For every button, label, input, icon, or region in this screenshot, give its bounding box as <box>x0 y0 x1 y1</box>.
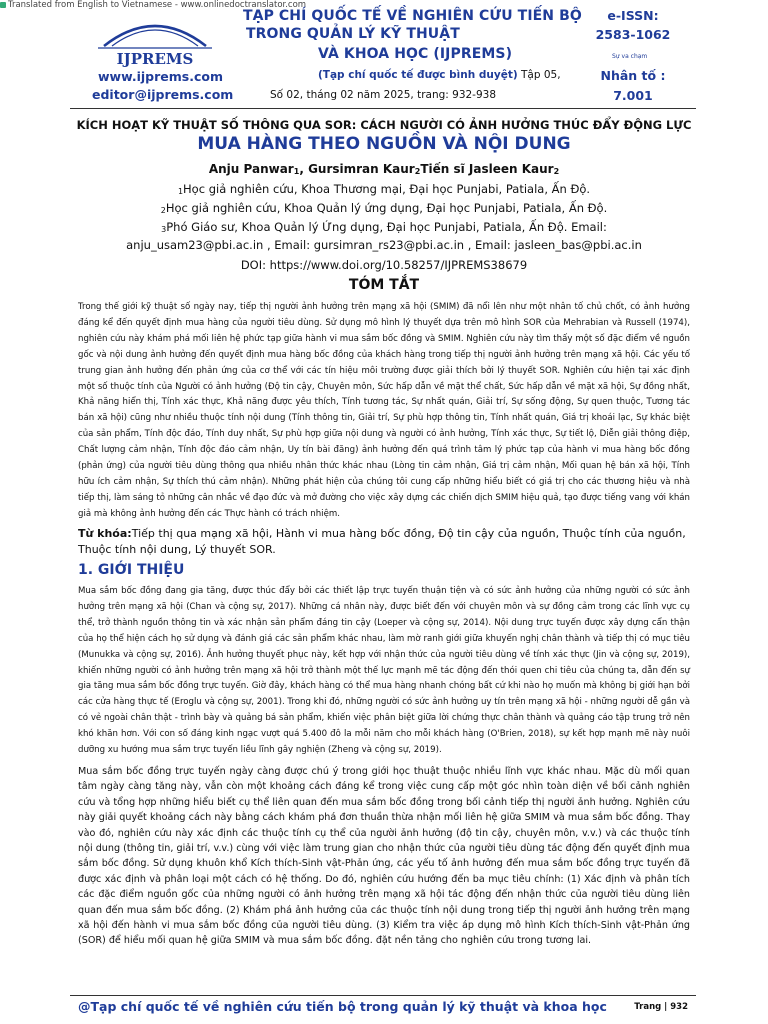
affiliation-2 <box>0 201 768 215</box>
author-list <box>0 162 768 176</box>
impact-small-note: Sự va chạm <box>612 53 648 60</box>
header-divider <box>70 108 696 109</box>
affiliation-2-text: Học giả nghiên cứu, Khoa Quản lý ứng dụng, Đại học Punjabi, Patiala, Ấn Độ. <box>165 201 608 215</box>
article-title-line2: MUA HÀNG THEO NGUỒN VÀ NỘI DUNG <box>197 134 571 154</box>
author-1: Anju Panwar <box>208 162 294 176</box>
affiliation-1-num: 1 <box>177 187 184 196</box>
volume: Tập 05, <box>520 69 561 81</box>
affiliation-1-text: Học giả nghiên cứu, Khoa Thương mại, Đại học Punjabi, Patiala, Ấn Độ. <box>183 182 591 196</box>
translate-icon <box>0 2 6 8</box>
journal-title-line3: VÀ KHOA HỌC (IJPREMS) <box>318 46 513 62</box>
intro-paragraph-1: Mua sắm bốc đồng đang gia tăng, được thúc đẩy bởi các thiết lập trực tuyến thuận tiện và có sức ảnh hưởng của những người có sức ảnh hưởng trên mạng xã hội (Chan và cộng sự, 2017). Những cá nhân này, được biết đến với chuyên môn và sự đồng cảm trong các lĩnh vực cụ thể, trở thành nguồn thông tin và xác nhận sản phẩm đáng tin cậy (Loeper và cộng sự, 2014). Nội dung trực tuyến được xây dựng cẩn thận của họ thể hiện cách họ sử dụng và đánh giá các sản phẩm khác nhau, làm mờ ranh giới giữa khuyến nghị chân thành và tiếp thị có mục tiêu (Munukka và cộng sự, 2016). Ảnh hưởng thuyết phục này, kết hợp với nhận thức của người tiêu dùng về tính xác thực (Jin và cộng sự, 2019), khiến những người có ảnh hưởng trên mạng xã hội trở thành một thế lực mạnh mẽ tác động đến thói quen chi tiêu của chúng ta, dẫn đến sự gia tăng mua sắm bốc đồng trực tuyến. Giờ đây, khách hàng có thể mua hàng nhanh chóng bất cứ khi nào họ muốn mà không bị giới hạn bởi các cửa hàng thực tế (Eroglu và cộng sự, 2001). Trong khi đó, những người có sức ảnh hưởng uy tín trên mạng xã hội - những người dễ gần và có vẻ ngoài chân thật - trình bày và quảng bá sản phẩm, khiến việc phân biệt giữa lời chứng thực chân thành và quảng cáo tập trung trở nên khó khăn hơn. Với con số đáng kinh ngạc vượt quá 5.400 đô la mỗi năm cho mỗi khách hàng (O'Brien, 2018), sự kết hợp mạnh mẽ này nuôi dưỡng xu hướng mua sắm trực tuyến liều lĩnh gây nghiện (Zheng và cộng sự, 2019). <box>78 586 690 756</box>
translation-note-text: Translated from English to Vietnamese - www.onlinedoctranslator.com <box>8 0 307 10</box>
footer-journal: @Tạp chí quốc tế về nghiên cứu tiến bộ trong quản lý kỹ thuật và khoa học <box>78 999 607 1014</box>
author-3: Tiến sĩ Jasleen Kaur <box>420 162 554 176</box>
author-2-affil: 2 <box>414 167 421 176</box>
footer-divider <box>70 995 696 996</box>
author-3-affil: 2 <box>553 167 560 176</box>
journal-title-line2: TRONG QUẢN LÝ KỸ THUẬT <box>246 26 460 42</box>
keywords-text: Tiếp thị qua mạng xã hội, Hành vi mua hàng bốc đồng, Độ tin cậy của nguồn, Thuộc tính của nguồn, Thuộc tính nội dung, Lý thuyết SOR. <box>78 527 686 556</box>
logo-text: IJPREMS <box>116 50 194 68</box>
author-separator: , <box>299 162 309 176</box>
eissn-value: 2583-1062 <box>595 27 671 42</box>
website-link[interactable]: www.ijprems.com <box>98 69 223 84</box>
email-link[interactable]: editor@ijprems.com <box>92 87 234 102</box>
affiliation-3 <box>0 220 768 234</box>
intro-paragraph-2: Mua sắm bốc đồng trực tuyến ngày càng được chú ý trong giới học thuật thuộc nhiều lĩnh vực khác nhau. Mặc dù mối quan tâm ngày càng tăng này, vẫn còn một khoảng cách đáng kể trong việc cung cấp một góc nhìn toàn diện về bối cảnh nghiên cứu và tổng hợp những hiểu biết cụ thể liên quan đến mua sắm bốc đồng trong bối cảnh tiếp thị người ảnh hưởng. Nghiên cứu này giải quyết khoảng cách này bằng cách khám phá đơn thuần thừa nhận mối liên hệ giữa SMIM và mua sắm bốc đồng. Thay vào đó, nghiên cứu này xác định các thuộc tính cụ thể của người ảnh hưởng (độ tin cậy, chuyên môn, v.v.) và các thuộc tính nội dung (thông tin, giải trí, v.v.) cùng với việc làm trung gian cho nhận thức của người tiêu dùng tác động đến quyết định mua sắm bốc đồng. Sử dụng khuôn khổ Kích thích-Sinh vật-Phản ứng, các yếu tố ảnh hưởng đến mua sắm bốc đồng trực tuyến đã được xác định và phân loại một cách có hệ thống. Do đó, nghiên cứu hướng đến ba mục tiêu chính: (1) Xác định và phân tích các đặc điểm nguồn gốc của những người có ảnh hưởng trên mạng xã hội tác động đến nhận thức của người tiêu dùng liên quan đến mua sắm bốc đồng. (2) Khám phá ảnh hưởng của các thuộc tính nội dung trong tiếp thị người ảnh hưởng trên mạng xã hội đến hành vi mua sắm bốc đồng của người tiêu dùng. (3) Kiểm tra việc áp dụng mô hình Kích thích-Sinh vật-Phản ứng (SOR) để hiểu mối quan hệ giữa SMIM và mua sắm bốc đồng. đặt nền tảng cho nghiên cứu trong tương lai. <box>78 766 690 947</box>
keywords-label: Từ khóa: <box>78 527 132 540</box>
abstract-text: Trong thế giới kỹ thuật số ngày nay, tiếp thị người ảnh hưởng trên mạng xã hội (SMIM) đã nổi lên như một nhân tố chủ chốt, có ảnh hưởng đáng kể đến quyết định mua hàng của người tiêu dùng. Sử dụng mô hình lý thuyết dựa trên mô hình SOR của Mehrabian và Russell (1974), nghiên cứu này khám phá mối liên hệ phức tạp giữa hành vi mua sắm bốc đồng và SMIM. Nghiên cứu này tìm thấy một số đặc điểm về nguồn gốc và nội dung ảnh hưởng đến quyết định mua hàng bốc đồng của khách hàng trong tiếp thị người ảnh hưởng trên mạng xã hội. Các yếu tố trung gian ảnh hưởng đến phản ứng của cơ thể với các tín hiệu môi trường được giải thích bởi lý thuyết SOR. Nghiên cứu hiện tại xác định một số thuộc tính của Người có ảnh hưởng (Độ tin cậy, Chuyên môn, Sức hấp dẫn về mặt thể chất, Sức hấp dẫn về mặt xã hội, Sự đồng nhất, Khả năng hiển thị, Tính xác thực, Khả năng được yêu thích, Tính tương tác, Sự nhất quán, Giải trí, Sự sống động, Sự quen thuộc, Tương tác bán xã hội) cũng như nhiều thuộc tính nội dung (Tính thông tin, Giải trí, Sự phù hợp thông tin, Tính nhất quán, Giá trị khoái lạc, Sự khác biệt của sản phẩm, Tính độc đáo, Tính duy nhất, Sự phù hợp giữa nội dung và người có ảnh hưởng, Tính xác thực, Sự tiết lộ, Diễn giải thông điệp, Chất lượng cảm nhận, Tính độc đáo cảm nhận, Uy tín bài đăng) ảnh hưởng đến quá trình tâm lý phức tạp của hành vi mua hàng bốc đồng (phản ứng) của người tiêu dùng thông qua nhiều nhân thức khác nhau (Lòng tin cảm nhận, Giá trị cảm nhận, Mối quan hệ bán xã hội, Tính hữu ích cảm nhận, Sự thích thú cảm nhận). Những phát hiện của chúng tôi cung cấp những hiểu biết có giá trị cho các thương hiệu và nhà tiếp thị, làm sáng tỏ những cân nhắc về đạo đức và mở đường cho việc xây dựng các chiến dịch SMIM hiệu quả, tạo được tiếng vang với khán giả mà không ảnh hưởng đến các Thực hành có trách nhiệm. <box>78 302 690 519</box>
page-number: Trang | 932 <box>634 1002 688 1012</box>
keywords <box>78 526 690 558</box>
affiliation-2-num: 2 <box>160 206 166 215</box>
peer-review-note: (Tạp chí quốc tế được bình duyệt) <box>318 69 518 81</box>
article-title-line1: KÍCH HOẠT KỸ THUẬT SỐ THÔNG QUA SOR: CÁCH NGƯỜI CÓ ẢNH HƯỞNG THÚC ĐẨY ĐỘNG LỰC <box>76 118 692 132</box>
author-1-affil: 1 <box>293 167 300 176</box>
doi[interactable]: DOI: https://www.doi.org/10.58257/IJPREMS38679 <box>240 258 528 272</box>
author-2: Gursimran Kaur <box>308 162 415 176</box>
ijprems-logo <box>92 12 218 68</box>
abstract-heading: TÓM TẮT <box>348 277 420 293</box>
impact-value: 7.001 <box>613 88 653 103</box>
eissn-label: e-ISSN: <box>607 8 659 23</box>
journal-title-line1: TẠP CHÍ QUỐC TẾ VỀ NGHIÊN CỨU TIẾN BỘ <box>243 8 582 24</box>
affiliation-1 <box>0 182 768 196</box>
issue-line: Số 02, tháng 02 năm 2025, trang: 932-938 <box>270 89 497 101</box>
affiliation-3-text: Phó Giáo sư, Khoa Quản lý Ứng dụng, Đại học Punjabi, Patiala, Ấn Độ. Email: <box>166 220 607 234</box>
author-emails: anju_usam23@pbi.ac.in , Email: gursimran_rs23@pbi.ac.in , Email: jasleen_bas@pbi.ac.in <box>126 238 642 252</box>
intro-heading: 1. GIỚI THIỆU <box>78 562 185 578</box>
journal-subtitle <box>318 69 561 81</box>
impact-label: Nhân tố : <box>600 68 666 83</box>
affiliation-3-num: 3 <box>161 225 167 234</box>
